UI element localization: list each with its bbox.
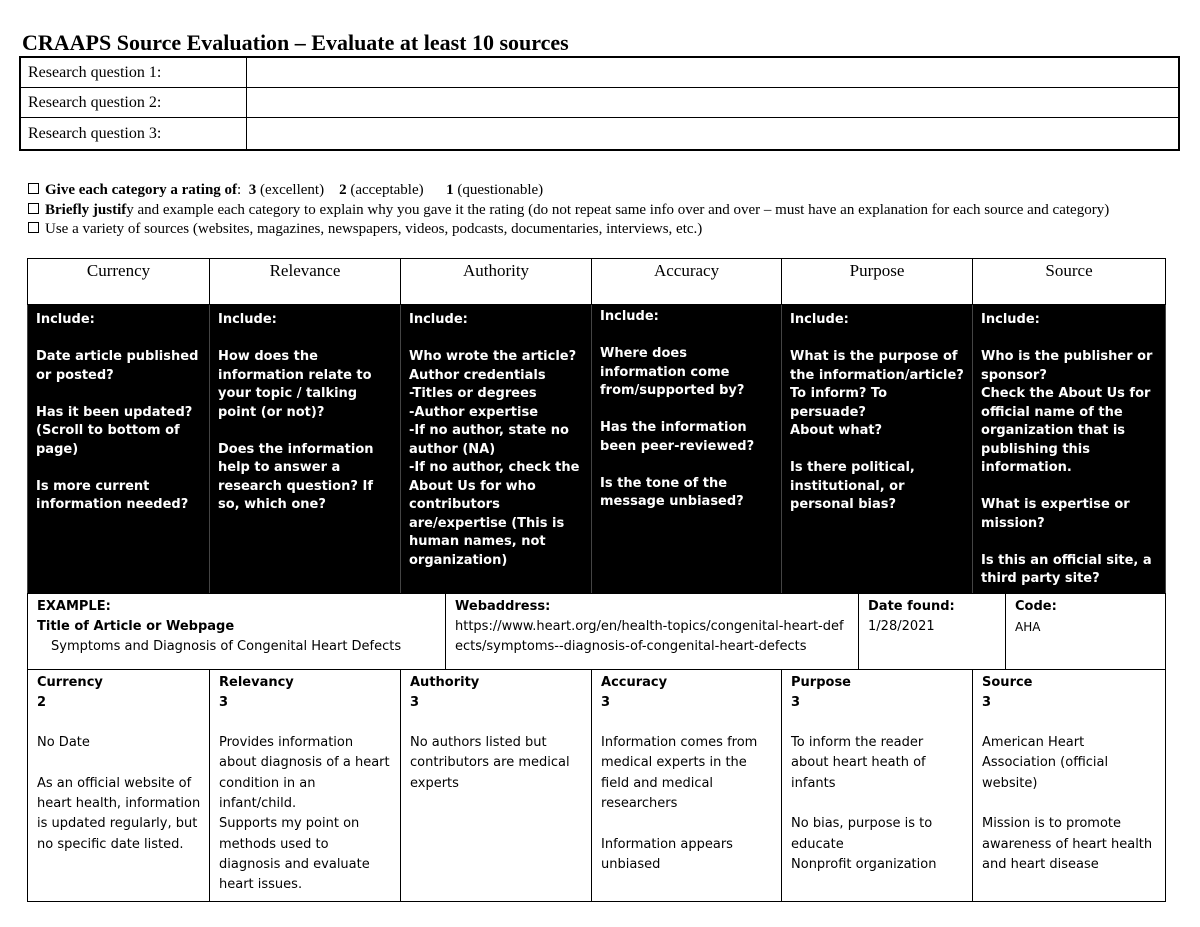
evaluation-table [27, 258, 1166, 902]
research-question-row-1 [20, 57, 1179, 88]
eval-name: Currency [37, 674, 103, 690]
include-heading: Include: [409, 312, 468, 327]
include-heading: Include: [36, 312, 95, 327]
column-header-row [28, 259, 1166, 305]
page-title: CRAAPS Source Evaluation – Evaluate at least 10 sources [22, 30, 569, 55]
eval-name: Authority [410, 674, 480, 690]
include-prompt: Is there political, institutional, or personal bias? [790, 460, 915, 512]
eval-cell-currency [28, 669, 210, 902]
eval-text: Provides information about diagnosis of a heart condition in an infant/child. Supports my point on methods used to diagnosis and evaluate heart issues. [219, 735, 390, 893]
include-row [28, 305, 1166, 594]
research-question-2-label: Research question 2: [20, 88, 247, 118]
example-title-label: Title of Article or Webpage [37, 618, 235, 634]
rating-3: 3 [248, 182, 257, 198]
example-web-value[interactable]: https://www.heart.org/en/health-topics/congenital-heart-defects/symptoms--diagnosis-of-congenital-heart-defects [455, 618, 844, 654]
research-question-3-field[interactable] [247, 118, 1180, 151]
eval-rating: 3 [410, 694, 420, 710]
example-row [28, 593, 1166, 669]
research-question-2-field[interactable] [247, 88, 1180, 118]
example-code-label: Code: [1015, 598, 1057, 614]
eval-text: No Date As an official website of heart health, information is updated regularly, but no specific date listed. [37, 735, 201, 852]
include-prompt: How does the information relate to your topic / talking point (or not)? [218, 349, 372, 420]
column-header-currency: Currency [28, 259, 210, 305]
include-prompt: Who is the publisher or sponsor? Check the About Us for official name of the organization that is publishing this information. [981, 349, 1153, 475]
checkbox-icon[interactable] [28, 203, 39, 214]
research-question-row-3 [20, 118, 1179, 151]
include-heading: Include: [600, 309, 659, 324]
example-title-cell [28, 593, 446, 669]
include-heading: Include: [981, 312, 1040, 327]
rating-3-text: (excellent) [259, 182, 325, 198]
include-cell-source [973, 305, 1166, 594]
eval-text: To inform the reader about heart heath of infants No bias, purpose is to educate Nonprofit organization [791, 735, 937, 872]
instruction-justify-text: y and example each category to explain why you gave it the rating (do not repeat same info over and over – must have an explanation for each source and category) [126, 201, 1110, 218]
instruction-variety [28, 220, 1109, 240]
eval-rating: 3 [982, 694, 992, 710]
eval-text: American Heart Association (official website) Mission is to promote awareness of heart health and heart disease [982, 735, 1153, 872]
example-date-cell [859, 593, 1006, 669]
include-cell-currency [28, 305, 210, 594]
research-question-1-field[interactable] [247, 57, 1180, 88]
instruction-justify [28, 201, 1109, 221]
research-question-3-label: Research question 3: [20, 118, 247, 151]
eval-cell-source [973, 669, 1166, 902]
example-web-cell [446, 593, 859, 669]
eval-cell-relevancy [210, 669, 401, 902]
example-evaluation-row [28, 669, 1166, 902]
eval-cell-purpose [782, 669, 973, 902]
include-heading: Include: [790, 312, 849, 327]
instruction-rating-lead: Give each category a rating of [45, 182, 238, 198]
include-heading: Include: [218, 312, 277, 327]
example-code-value: AHA [1015, 619, 1041, 634]
eval-cell-authority [401, 669, 592, 902]
rating-2: 2 [339, 182, 347, 198]
eval-name: Relevancy [219, 674, 294, 690]
example-title-value: Symptoms and Diagnosis of Congenital Heart Defects [51, 638, 402, 654]
rating-2-text: (acceptable) [350, 182, 424, 198]
include-prompt: Is this an official site, a third party site? [981, 552, 1152, 586]
column-header-relevance: Relevance [210, 259, 401, 305]
eval-name: Accuracy [601, 674, 668, 690]
example-code-cell [1006, 593, 1166, 669]
column-header-purpose: Purpose [782, 259, 973, 305]
instruction-rating [28, 181, 1109, 201]
rating-1-text: (questionable) [457, 182, 544, 198]
include-prompt: Is the tone of the message unbiased? [600, 475, 744, 509]
include-prompt: Has it been updated? (Scroll to bottom of page) [36, 404, 193, 457]
eval-name: Purpose [791, 674, 852, 690]
eval-rating: 3 [601, 694, 611, 710]
research-question-row-2 [20, 88, 1179, 118]
include-prompt: Does the information help to answer a research question? If so, which one? [218, 441, 374, 512]
include-prompt: What is expertise or mission? [981, 497, 1130, 531]
research-question-1-label: Research question 1: [20, 57, 247, 88]
checkbox-icon[interactable] [28, 183, 39, 194]
eval-text: No authors listed but contributors are medical experts [410, 735, 570, 791]
include-prompt: What is the purpose of the information/article? To inform? To persuade? About what? [790, 349, 964, 438]
eval-name: Source [982, 674, 1033, 690]
include-prompt: Date article published or posted? [36, 349, 199, 383]
include-cell-accuracy [592, 305, 782, 594]
include-prompt: Has the information been peer-reviewed? [600, 420, 755, 454]
include-cell-relevance [210, 305, 401, 594]
example-label: EXAMPLE: [37, 598, 111, 614]
eval-rating: 3 [219, 694, 229, 710]
instruction-justify-lead: Briefly justif [45, 201, 127, 218]
include-prompt: Is more current information needed? [36, 478, 189, 512]
include-prompt: Where does information come from/supported by? [600, 346, 745, 398]
column-header-source: Source [973, 259, 1166, 305]
instructions [28, 181, 1109, 240]
checkbox-icon[interactable] [28, 222, 39, 233]
eval-cell-accuracy [592, 669, 782, 902]
column-header-authority: Authority [401, 259, 592, 305]
include-prompt: Who wrote the article? Author credentials -Titles or degrees -Author expertise -If no author, state no author (NA) -If no author, check the About Us for who contributors are/expertise (This is human names, not organization) [409, 349, 580, 568]
include-cell-authority [401, 305, 592, 594]
example-date-value: 1/28/2021 [868, 618, 935, 634]
rating-1: 1 [446, 182, 454, 198]
example-date-label: Date found: [868, 598, 955, 614]
eval-rating: 3 [791, 694, 801, 710]
instruction-variety-text: Use a variety of sources (websites, magazines, newspapers, videos, podcasts, documentaries, interviews, etc.) [45, 221, 703, 237]
include-cell-purpose [782, 305, 973, 594]
research-questions-table [19, 56, 1180, 151]
eval-rating: 2 [37, 694, 47, 710]
eval-text: Information comes from medical experts in the field and medical researchers Information appears unbiased [601, 735, 758, 872]
column-header-accuracy: Accuracy [592, 259, 782, 305]
instruction-colon: : [237, 182, 242, 198]
example-web-label: Webaddress: [455, 598, 551, 614]
